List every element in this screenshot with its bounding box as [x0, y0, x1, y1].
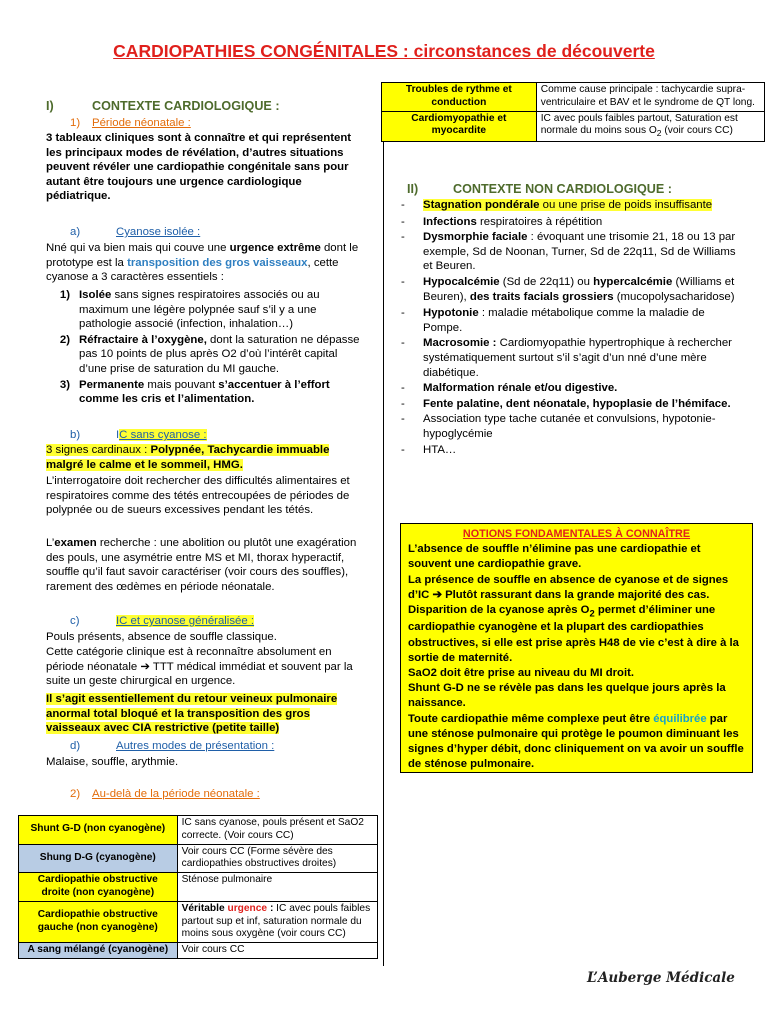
section-1-number: I) [46, 99, 54, 113]
list-item [401, 198, 743, 213]
auberge-medicale-logo: L’Auberge Médicale [587, 970, 735, 986]
table-value-cell: Comme cause principale : tachycardie supra-ventriculaire et BAV et le syndrome de QT long. [536, 83, 764, 112]
item-text: dont la saturation ne dépasse pas 10 points de plus après O2 d’où l’intérêt capital d’une prise de saturation du MI gauche. [79, 333, 360, 375]
table-key-cell: Shung D-G (cyanogène) [19, 844, 178, 873]
text-fragment: recherche : une abolition ou plutôt une exagération des pouls, une asymétrie entre MS et MI, thorax hyperactif, souffle qu’il faut savoir caractériser (voir cours des souffles), rarement des œdèmes en période néonatale. [46, 537, 357, 593]
text-fragment: dont le prototype est la [46, 242, 359, 269]
table-value-cell: Voir cours CC (Forme sévère des cardiopathies obstructives droites) [177, 844, 377, 873]
list-item [401, 275, 743, 304]
text-fragment: Véritable [181, 902, 228, 914]
subsection-b-title-prefix: I [116, 429, 120, 441]
item-text: (mucopolysacharidose) [613, 290, 735, 303]
list-item [401, 215, 743, 230]
text-fragment: par une sténose pulmonaire qui protège le poumon diminuant les signes d’hyper débit, donc cliniquement on va avoir un souffle de sténose pulmonaire. [408, 712, 744, 771]
dash-marker: - [401, 215, 405, 228]
item-bold: Dysmorphie faciale [423, 231, 528, 244]
item-bold: Infections [423, 215, 477, 228]
subsection-1-title: Période néonatale : [92, 117, 191, 129]
subsection-1-number: 1) [70, 117, 81, 129]
subsection-c-title: IC et cyanose généralisée : [116, 615, 255, 627]
item-text: ou une prise de poids insuffisante [539, 199, 713, 211]
categorie-paragraph: Cette catégorie clinique est à reconnaître absolument en période néonatale ➔ TTT médical immédiat et souvent par la suite un geste chirurgical en urgence. [46, 646, 353, 688]
examen-paragraph [46, 536, 364, 594]
text-fragment: Toute cardiopathie même complexe peut être [408, 712, 654, 725]
table-row [382, 111, 765, 142]
table-value-cell: Sténose pulmonaire [177, 873, 377, 902]
list-item [401, 443, 743, 458]
subsection-2-title: Au-delà de la période néonatale : [92, 788, 260, 800]
item-bold: Réfractaire à l’oxygène, [79, 333, 207, 346]
item-bold: hypercalcémie [593, 275, 673, 288]
item-text: respiratoires à répétition [476, 215, 603, 228]
item-bold: Isolée [79, 289, 112, 301]
cyanose-criteria-list [46, 288, 364, 407]
item-text: : maladie métabolique comme la maladie de Pompe. [423, 307, 705, 334]
list-item [401, 397, 743, 412]
notions-box [400, 523, 753, 773]
dash-marker: - [401, 413, 405, 426]
retour-veineux-paragraph [46, 692, 364, 736]
section-2-title: CONTEXTE NON CARDIOLOGIQUE : [453, 182, 672, 196]
dash-marker: - [401, 199, 405, 211]
table-row [19, 844, 378, 873]
transposition-text: transposition des gros vaisseaux [127, 256, 308, 269]
pouls-paragraph: Pouls présents, absence de souffle classique. [46, 631, 277, 643]
highlight-text: 3 signes cardinaux : [46, 444, 151, 456]
subsection-b-number: b) [70, 429, 81, 441]
highlight-bold-text: Polypnée, Tachycardie immuable malgré le calme et le sommeil, HMG. [46, 444, 330, 471]
interrogatoire-paragraph: L’interrogatoire doit rechercher des difficultés alimentaires et respiratoires comme des tétés entrecoupées de périodes de polypnée ou de sueurs excessives pendant les tétés. [46, 475, 350, 517]
highlight-bold-text: Il s’agit essentiellement du retour veineux pulmonaire anormal total bloqué et la transposition des gros vaisseaux avec CIA restrictive (petite taille) [46, 693, 338, 735]
subsection-1-heading [46, 116, 364, 131]
section-1-title: CONTEXTE CARDIOLOGIQUE : [92, 99, 280, 113]
list-item [401, 306, 743, 335]
item-number: 3) [59, 378, 70, 391]
table-value-cell: Voir cours CC [177, 943, 377, 959]
signes-cardinaux [46, 443, 364, 472]
text-fragment: Disparition de la cyanose après O [408, 604, 590, 617]
list-item [401, 336, 743, 380]
item-bold: Macrosomie : [423, 337, 497, 350]
table-key-cell: Troubles de rythme et conduction [382, 83, 537, 112]
page-title: CARDIOPATHIES CONGÉNITALES : circonstances de découverte [113, 41, 655, 61]
list-item [401, 412, 743, 441]
table-value-cell [177, 901, 377, 942]
notion-item: L’absence de souffle n’élimine pas une cardiopathie et souvent une cardiopathie grave. [408, 543, 701, 571]
dash-marker: - [401, 231, 405, 244]
subsection-2-number: 2) [70, 788, 81, 800]
item-bold: Hypocalcémie [423, 275, 500, 288]
dash-marker: - [401, 275, 405, 288]
text-fragment: permet d’éliminer une cardiopathie cyanogène et la plupart des cardiopathies obstructives, si elle est prise après H48 de vie c’est à dire à la sortie de maternité. [408, 604, 739, 664]
table-row [382, 83, 765, 112]
table-row [19, 901, 378, 942]
item-bold: des traits facials grossiers [469, 290, 614, 303]
subsection-c-heading [46, 614, 364, 629]
urgence-word: urgence [227, 902, 268, 914]
urgence-extreme-text: urgence extrême [229, 242, 321, 254]
table-value-cell: IC sans cyanose, pouls présent et SaO2 correcte. (Voir cours CC) [177, 816, 377, 845]
item-bold: Malformation rénale et/ou digestive. [423, 382, 618, 395]
cyanose-paragraph [46, 241, 364, 285]
list-item [46, 288, 364, 332]
item-text: sans signes respiratoires associés ou au maximum une légère polypnée sauf s’il y a une pathologie associé (infection, inhalation…) [79, 289, 320, 331]
notion-item: La présence de souffle en absence de cyanose et de signes d’IC ➔ Plutôt rassurant dans la grande majorité des cas. [408, 573, 729, 601]
subsection-a-title: Cyanose isolée : [116, 226, 201, 238]
item-text: HTA… [423, 443, 457, 456]
table-key-cell: A sang mélangé (cyanogène) [19, 943, 178, 959]
text-fragment: , cette cyanose a 3 caractères essentiels : [46, 256, 339, 284]
text-fragment: IC avec pouls faibles partout sup et inf, saturation normale du moins sous oxygène (voir cours CC) [181, 902, 371, 940]
subsection-c-number: c) [70, 615, 80, 627]
cardiac-context-table [381, 82, 765, 142]
list-item [46, 333, 364, 377]
subsection-b-heading [46, 428, 364, 443]
column-divider [383, 98, 384, 966]
dash-marker: - [401, 382, 405, 395]
subscript: 2 [656, 128, 662, 139]
item-text: (Sd de 22q11) ou [499, 275, 594, 288]
table-row [19, 816, 378, 845]
list-item [401, 381, 743, 396]
item-text: Association type tache cutanée et convulsions, hypotonie-hypoglycémie [423, 413, 716, 440]
subsection-d-title: Autres modes de présentation : [116, 740, 275, 752]
item-text: (Williams et Beuren), [423, 275, 735, 303]
section-2-number: II) [407, 182, 419, 196]
equilibree-word: équilibrée [653, 712, 707, 725]
table-key-cell: Cardiopathie obstructive droite (non cyanogène) [19, 873, 178, 902]
dash-marker: - [401, 337, 405, 350]
notion-item: SaO2 doit être prise au niveau du MI droit. [408, 667, 634, 680]
notion-item: Shunt G-D ne se révèle pas dans les quelque jours après la naissance. [408, 682, 726, 710]
table-key-cell: Cardiopathie obstructive gauche (non cyanogène) [19, 901, 178, 942]
neonatal-beyond-table [18, 815, 378, 959]
table-key-cell: Cardiomyopathie et myocardite [382, 111, 537, 142]
item-number: 2) [59, 333, 70, 346]
text-fragment: : [267, 902, 274, 914]
notion-item [408, 603, 745, 666]
intro-paragraph: 3 tableaux cliniques sont à connaître et qui représentent les principaux modes de révélation, d’autres situations peuvent révéler une cardiopathie congénitale sans pour autant être toujours une urgence cardiologique pédiatrique. [46, 132, 352, 203]
text-fragment: L’ [46, 537, 55, 549]
section-1-heading [46, 99, 364, 115]
section-2-heading [401, 182, 743, 198]
text-fragment: (voir cours CC) [661, 125, 733, 137]
item-bold: s’accentuer à l’effort comme les cris et l’alimentation. [79, 378, 330, 406]
table-row [19, 943, 378, 959]
dash-marker: - [401, 397, 405, 410]
list-item [46, 378, 364, 407]
list-item [401, 230, 743, 274]
non-cardiac-list [401, 198, 743, 457]
examen-word: examen [54, 537, 97, 549]
item-bold: Hypotonie [423, 307, 479, 320]
item-text: mais pouvant [144, 378, 219, 391]
item-text: Cardiomyopathie hypertrophique à rechercher systématiquement surtout s’il s’agit d’un nné d’une mère diabétique. [423, 337, 732, 379]
dash-marker: - [401, 307, 405, 320]
subsection-b-title: C sans cyanose : [119, 429, 207, 441]
item-bold: Permanente [79, 378, 145, 391]
item-text: : évoquant une trisomie 21, 18 ou 13 par exemple, Sd de Noonan, Turner, Sd de 22q11, Sd de Williams et Beuren. [423, 231, 736, 273]
subsection-a-heading [46, 225, 364, 240]
subsection-d-heading [46, 739, 364, 754]
autres-modes-paragraph: Malaise, souffle, arythmie. [46, 756, 179, 768]
subsection-2-heading [46, 787, 364, 802]
notion-item [408, 712, 745, 773]
notions-title: NOTIONS FONDAMENTALES À CONNAÎTRE [462, 528, 691, 540]
text-fragment: Nné qui va bien mais qui couve une [46, 242, 230, 254]
text-fragment: IC avec pouls faibles partout, Saturation est normale du moins sous O [540, 112, 738, 137]
table-value-cell [536, 111, 764, 142]
item-bold: Fente palatine, dent néonatale, hypoplasie de l’hémiface. [423, 397, 731, 410]
table-key-cell: Shunt G-D (non cyanogène) [19, 816, 178, 845]
dash-marker: - [401, 443, 405, 456]
item-number: 1) [59, 289, 70, 301]
subsection-d-number: d) [70, 740, 81, 752]
table-row [19, 873, 378, 902]
subsection-a-number: a) [70, 226, 81, 238]
item-bold: Stagnation pondérale [423, 199, 540, 211]
subscript: 2 [589, 607, 595, 619]
